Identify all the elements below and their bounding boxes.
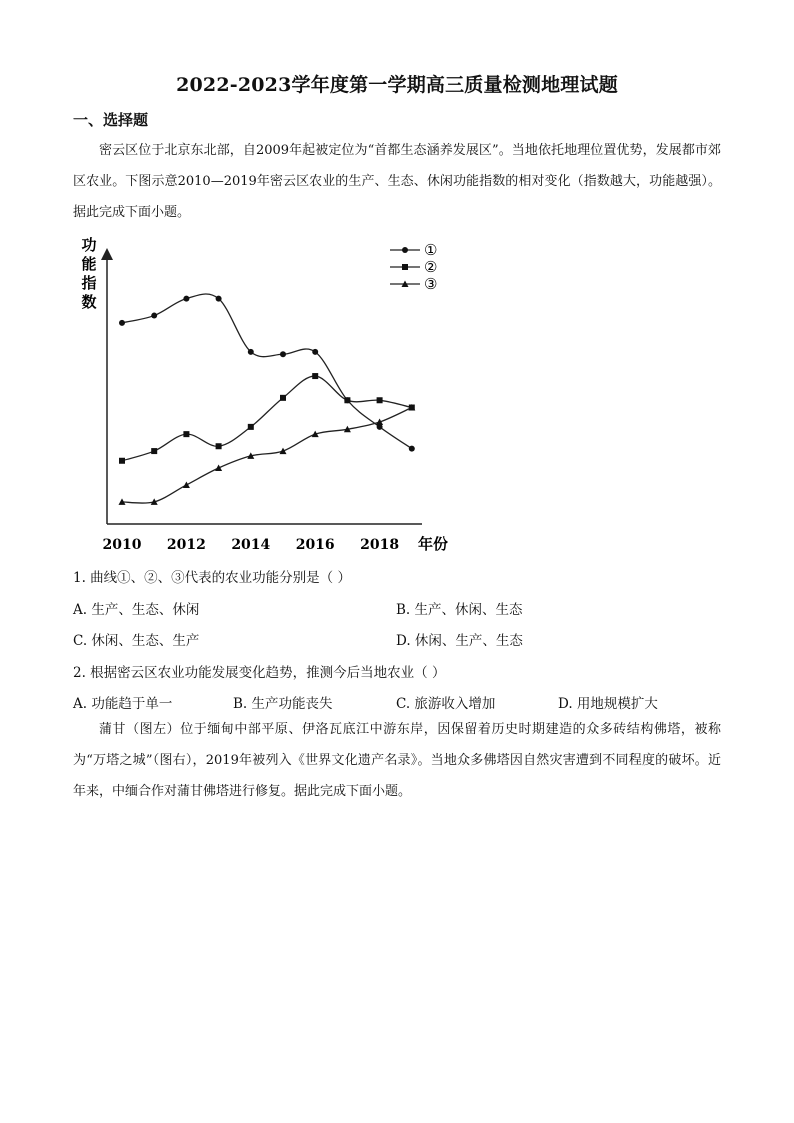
y-axis-label: 功能指数 bbox=[81, 236, 97, 311]
legend-label-3: ③ bbox=[424, 275, 438, 293]
series-3-point bbox=[183, 481, 190, 488]
series-1-point bbox=[312, 349, 318, 355]
series-2-point bbox=[248, 424, 254, 430]
q2-option-d: D. 用地规模扩大 bbox=[558, 696, 658, 712]
series-2-point bbox=[280, 395, 286, 401]
series-line-3 bbox=[122, 408, 412, 504]
q2-option-c: C. 旅游收入增加 bbox=[396, 696, 496, 712]
x-tick-label: 2014 bbox=[231, 537, 271, 553]
x-tick-label: 2018 bbox=[360, 537, 400, 553]
q2-option-b: B. 生产功能丧失 bbox=[233, 696, 333, 712]
x-tick-label: 2010 bbox=[102, 537, 142, 553]
passage-2: 蒲甘（图左）位于缅甸中部平原、伊洛瓦底江中游东岸，因保留着历史时期建造的众多砖结构佛塔，被称为“万塔之城”（图右），2019年被列入《世界文化遗产名录》。当地众多佛塔因自然灾害遭到不同程度的破坏。近年来，中缅合作对蒲甘佛塔进行修复。据此完成下面小题。 bbox=[73, 722, 721, 799]
legend-marker-1 bbox=[402, 247, 408, 253]
section-heading: 一、选择题 bbox=[73, 111, 149, 129]
series-1-point bbox=[183, 296, 189, 302]
series-1-point bbox=[280, 351, 286, 357]
q1-option-c: C. 休闲、生态、生产 bbox=[73, 633, 200, 649]
q1-option-b: B. 生产、休闲、生态 bbox=[396, 602, 523, 618]
series-3-point bbox=[215, 465, 222, 472]
q1-option-a: A. 生产、生态、休闲 bbox=[73, 602, 200, 618]
series-2-point bbox=[151, 448, 157, 454]
series-2-point bbox=[216, 443, 222, 449]
x-axis-label: 年份 bbox=[417, 535, 449, 553]
series-1-point bbox=[119, 320, 125, 326]
q1-option-d: D. 休闲、生产、生态 bbox=[396, 633, 523, 649]
line-chart bbox=[72, 232, 462, 554]
legend-marker-2 bbox=[402, 264, 408, 270]
legend-label-2: ② bbox=[424, 258, 438, 276]
series-2-point bbox=[183, 431, 189, 437]
series-2-point bbox=[377, 397, 383, 403]
series-1-point bbox=[151, 313, 157, 319]
series-3-point bbox=[280, 448, 287, 455]
page-title: 2022-2023学年度第一学期高三质量检测地理试题 bbox=[176, 74, 618, 96]
passage-1: 密云区位于北京东北部，自2009年起被定位为“首都生态涵养发展区”。当地依托地理位置优势，发展都市郊区农业。下图示意2010—2019年密云区农业的生产、生态、休闲功能指数的相对变化（指数越大，功能越强）。据此完成下面小题。 bbox=[73, 143, 721, 220]
question-2-stem: 2. 根据密云区农业功能发展变化趋势，推测今后当地农业（ ） bbox=[73, 665, 446, 681]
q2-option-a: A. 功能趋于单一 bbox=[73, 696, 173, 712]
series-1-point bbox=[248, 349, 254, 355]
series-1-point bbox=[216, 296, 222, 302]
series-2-point bbox=[312, 373, 318, 379]
question-1-stem: 1. 曲线①、②、③代表的农业功能分别是（ ） bbox=[73, 570, 351, 586]
legend-label-1: ① bbox=[424, 241, 438, 259]
series-2-point bbox=[344, 397, 350, 403]
x-tick-label: 2016 bbox=[295, 537, 335, 553]
series-1-point bbox=[409, 446, 415, 452]
x-tick-label: 2012 bbox=[166, 537, 206, 553]
series-2-point bbox=[119, 458, 125, 464]
